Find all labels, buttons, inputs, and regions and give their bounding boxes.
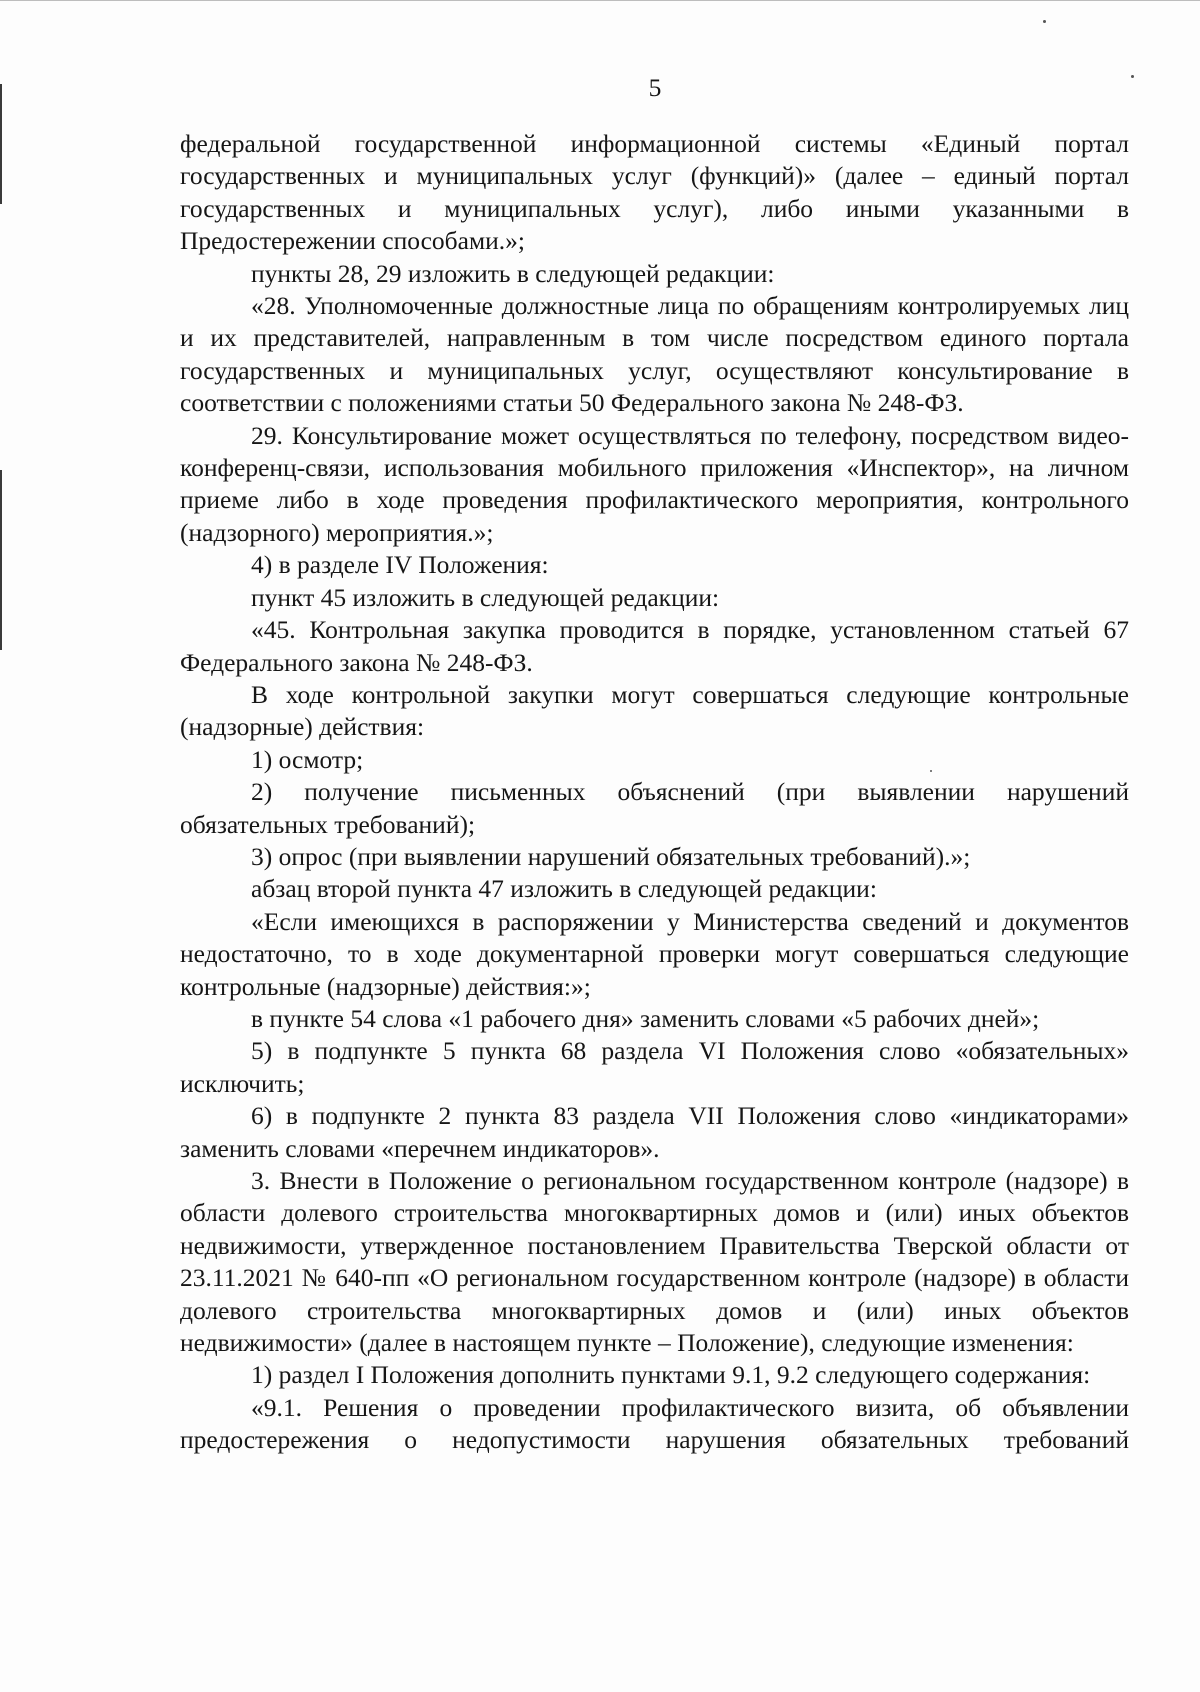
paragraph: 2) получение письменных объяснений (при выявлении нарушений обязательных требований); <box>180 777 1129 839</box>
paragraph: 4) в разделе IV Положения: <box>251 550 549 580</box>
paragraph: «45. Контрольная закупка проводится в порядке, установленном статьей 67 Федерального закона № 248-ФЗ. <box>180 615 1129 677</box>
scan-speck <box>1043 20 1046 23</box>
paragraph: пункт 45 изложить в следующей редакции: <box>251 582 720 612</box>
paragraph: 3. Внести в Положение о региональном государственном контроле (надзоре) в области долевого строительства многоквартирных домов и (или) иных объектов недвижимости, утвержденное постановлением Правительства Тверской области от 23.11.2021 № 640-пп «О региональном государственном контроле (надзоре) в области долевого строительства многоквартирных домов и (или) иных объектов недвижимости» (далее в настоящем пункте – Положение), следующие изменения: <box>180 1166 1129 1358</box>
scan-edge-mark <box>0 470 2 650</box>
paragraph: 1) раздел I Положения дополнить пунктами 9.1, 9.2 следующего содержания: <box>251 1360 1091 1390</box>
paragraph: «9.1. Решения о проведении профилактического визита, об объявлении предостережения о недопустимости нарушения обязательных требований <box>180 1392 1129 1455</box>
paragraph: «Если имеющихся в распоряжении у Министерства сведений и документов недостаточно, то в ходе документарной проверки могут совершаться следующие контрольные (надзорные) действия:»; <box>180 906 1129 1001</box>
paragraph: В ходе контрольной закупки могут совершаться следующие контрольные (надзорные) действия: <box>180 679 1129 742</box>
paragraph: абзац второй пункта 47 изложить в следующей редакции: <box>251 874 877 904</box>
paragraph: в пункте 54 слова «1 рабочего дня» заменить словами «5 рабочих дней»; <box>251 1003 1040 1033</box>
paragraph: федеральной государственной информационной системы «Единый портал государственных и муниципальных услуг (функций)» (далее – единый портал государственных и муниципальных услуг), либо иными указанными в Предостережении способами.»; <box>180 129 1129 256</box>
paragraph: 1) осмотр; <box>251 744 364 774</box>
paragraph: 3) опрос (при выявлении нарушений обязательных требований).»; <box>251 841 971 871</box>
page-number: 5 <box>648 73 662 102</box>
paragraph: 29. Консультирование может осуществляться по телефону, посредством видео-конференц-связи, использования мобильного приложения «Инспектор», на личном приеме либо в ходе проведения профилактического мероприятия, контрольного (надзорного) мероприятия.»; <box>180 420 1129 547</box>
paragraph: «28. Уполномоченные должностные лица по обращениям контролируемых лиц и их представителей, направленным в том числе посредством единого портала государственных и муниципальных услуг, осуществляют консультирование в соответствии с положениями статьи 50 Федерального закона № 248-ФЗ. <box>180 291 1129 418</box>
paragraph: пункты 28, 29 изложить в следующей редакции: <box>251 258 775 288</box>
paragraph: 5) в подпункте 5 пункта 68 раздела VI Положения слово «обязательных» исключить; <box>180 1036 1129 1098</box>
document-body <box>180 128 1129 1457</box>
paragraph: 6) в подпункте 2 пункта 83 раздела VII Положения слово «индикаторами» заменить словами «перечнем индикаторов». <box>180 1101 1129 1163</box>
scan-top-edge <box>0 0 1200 1</box>
